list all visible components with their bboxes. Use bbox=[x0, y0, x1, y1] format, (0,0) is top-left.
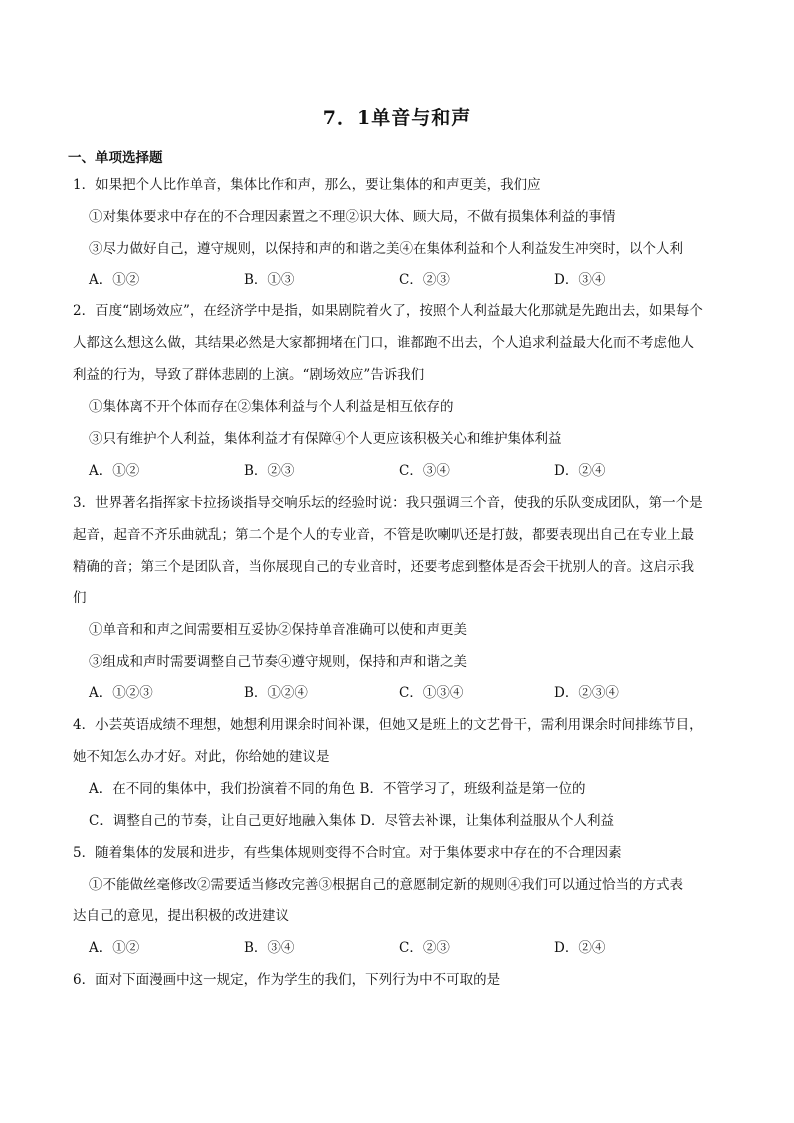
question-2-line-1: 2．百度“剧场效应”，在经济学中是指，如果剧院着火了，按照个人利益最大化那就是先跑出去，如果每个 bbox=[73, 303, 703, 319]
question-2-option-a: A．①② bbox=[89, 463, 140, 479]
question-2-line-3: 利益的行为，导致了群体悲剧的上演。“剧场效应”告诉我们 bbox=[73, 367, 425, 383]
question-1-stem: 1．如果把个人比作单音，集体比作和声，那么，要让集体的和声更美，我们应 bbox=[73, 177, 541, 193]
question-1-option-c: C．②③ bbox=[399, 272, 450, 288]
question-3-line-2: 起音，起音不齐乐曲就乱；第二个是个人的专业音，不管是吹喇叭还是打鼓，都要表现出自己在专业上最 bbox=[73, 527, 694, 543]
question-2-option-b: B．②③ bbox=[244, 463, 295, 479]
question-3-option-b: B．①②④ bbox=[244, 685, 308, 701]
question-5-option-c: C．②③ bbox=[399, 940, 450, 956]
question-5-statements-2: 达自己的意见，提出积极的改进建议 bbox=[73, 908, 289, 924]
question-3-option-a: A．①②③ bbox=[89, 685, 153, 701]
question-5-line-1: 5．随着集体的发展和进步，有些集体规则变得不合时宜。对于集体要求中存在的不合理因素 bbox=[73, 845, 622, 861]
question-2-option-d: D．②④ bbox=[554, 463, 606, 479]
question-2-statements-1: ①集体离不开个体而存在②集体利益与个人利益是相互依存的 bbox=[89, 399, 454, 415]
question-4-line-2: 她不知怎么办才好。对此，你给她的建议是 bbox=[73, 749, 330, 765]
question-3-statements-1: ①单音和和声之间需要相互妥协②保持单音准确可以使和声更美 bbox=[89, 622, 467, 638]
question-3-line-1: 3．世界著名指挥家卡拉扬谈指导交响乐坛的经验时说：我只强调三个音，使我的乐队变成团队，第一个是 bbox=[73, 495, 703, 511]
question-1-option-d: D．③④ bbox=[554, 272, 606, 288]
section-heading: 一、单项选择题 bbox=[68, 150, 163, 166]
question-3-line-4: 们 bbox=[73, 590, 87, 606]
question-5-statements-1: ①不能做丝毫修改②需要适当修改完善③根据自己的意愿制定新的规则④我们可以通过恰当的方式表 bbox=[89, 877, 683, 893]
question-1-option-a: A．①② bbox=[89, 272, 140, 288]
question-5-option-d: D．②④ bbox=[554, 940, 606, 956]
question-2-line-2: 人都这么想这么做，其结果必然是大家都拥堵在门口，谁都跑不出去，个人追求利益最大化而不考虑他人 bbox=[73, 335, 694, 351]
question-1-option-b: B．①③ bbox=[244, 272, 295, 288]
question-1-statements-2: ③尽力做好自己，遵守规则，以保持和声的和谐之美④在集体利益和个人利益发生冲突时，以个人利 bbox=[89, 241, 683, 257]
question-1-statements-1: ①对集体要求中存在的不合理因素置之不理②识大体、顾大局，不做有损集体利益的事情 bbox=[89, 209, 616, 225]
question-6-line-1: 6．面对下面漫画中这一规定，作为学生的我们，下列行为中不可取的是 bbox=[73, 972, 501, 988]
question-5-option-a: A．①② bbox=[89, 940, 140, 956]
question-3-statements-2: ③组成和声时需要调整自己节奏④遵守规则，保持和声和谐之美 bbox=[89, 654, 467, 670]
question-3-line-3: 精确的音；第三个是团队音，当你展现自己的专业音时，还要考虑到整体是否会干扰别人的音。这启示我 bbox=[73, 559, 694, 575]
question-4-options-2: C．调整自己的节奏，让自己更好地融入集体 D．尽管去补课，让集体利益服从个人利益 bbox=[89, 813, 614, 829]
question-2-statements-2: ③只有维护个人利益，集体利益才有保障④个人更应该积极关心和维护集体利益 bbox=[89, 431, 562, 447]
question-4-options-1: A．在不同的集体中，我们扮演着不同的角色 B．不管学习了，班级利益是第一位的 bbox=[89, 781, 586, 797]
question-2-option-c: C．③④ bbox=[399, 463, 450, 479]
question-3-option-d: D．②③④ bbox=[554, 685, 619, 701]
question-3-option-c: C．①③④ bbox=[399, 685, 464, 701]
page-title: 7．1单音与和声 bbox=[322, 107, 472, 129]
question-4-line-1: 4．小芸英语成绩不理想，她想利用课余时间补课，但她又是班上的文艺骨干，需利用课余时间排练节目， bbox=[73, 717, 703, 733]
question-5-option-b: B．③④ bbox=[244, 940, 295, 956]
